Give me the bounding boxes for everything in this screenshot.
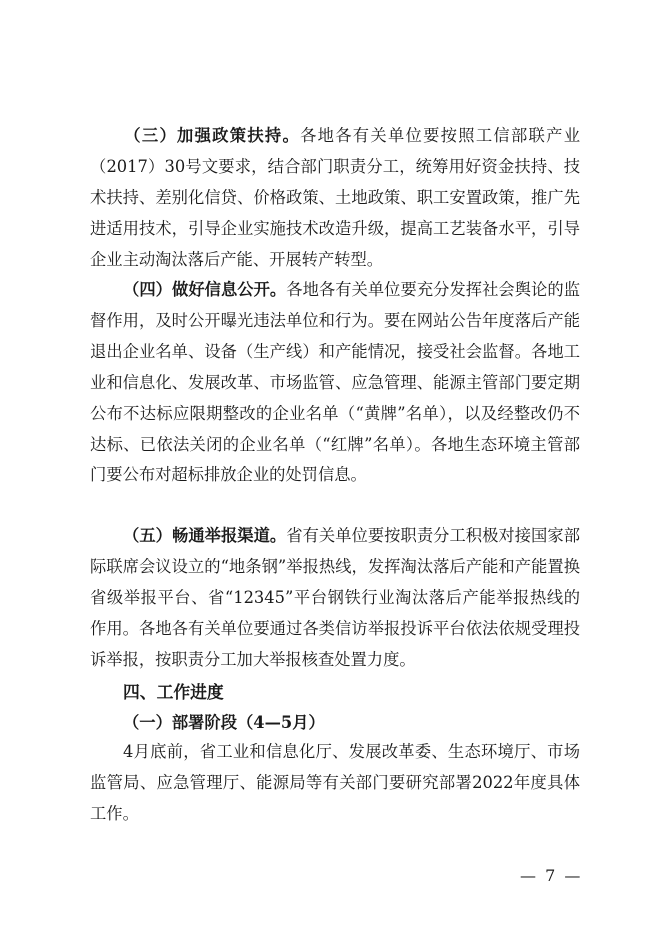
paragraph-text: 省有关单位要按职责分工积极对接国家部际联席会议设立的“地条钢”举报热线，发挥淘汰落后产能和产能置换省级举报平台、省“12345”平台钢铁行业淘汰落后产能举报热线的作用。各地各有关单位要通过各类信访举报投诉平台依法依规受理投诉举报，按职责分工加大举报核查处置力度。 [90,526,580,669]
page-number: — 7 — [520,866,583,885]
paragraph-info-disclosure [90,275,580,491]
paragraph-text: 4月底前，省工业和信息化厅、发展改革委、生态环境厅、市场监管局、应急管理厅、能源局等有关部门要研究部署2022年度具体工作。 [90,742,580,823]
paragraph-lead: （五）畅通举报渠道。 [123,526,287,545]
subsection-heading: （一）部署阶段（4—5月） [123,713,325,732]
paragraph-lead: （四）做好信息公开。 [123,280,287,299]
section-heading: 四、工作进度 [123,682,224,702]
paragraph-text: 各地各有关单位要按照工信部联产业（2017）30号文要求，结合部门职责分工，统筹用好资金扶持、技术扶持、差别化信贷、价格政策、土地政策、职工安置政策，推广先进适用技术，引导企业实施技术改造升级，提高工艺装备水平，引导企业主动淘汰落后产能、开展转产转型。 [90,126,580,269]
paragraph-text: 各地各有关单位要充分发挥社会舆论的监督作用，及时公开曝光违法单位和行为。要在网站公告年度落后产能退出企业名单、设备（生产线）和产能情况，接受社会监督。各地工业和信息化、发展改革、市场监管、应急管理、能源主管部门要定期公布不达标应限期整改的企业名单（“黄牌”名单），以及经整改仍不达标、已依法关闭的企业名单（“红牌”名单）。各地生态环境主管部门要公布对超标排放企业的处罚信息。 [90,280,580,485]
paragraph-policy-support [90,121,580,276]
paragraph-deployment-stage [90,737,580,830]
paragraph-reporting-channels [90,521,580,676]
paragraph-lead: （三）加强政策扶持。 [123,126,301,145]
